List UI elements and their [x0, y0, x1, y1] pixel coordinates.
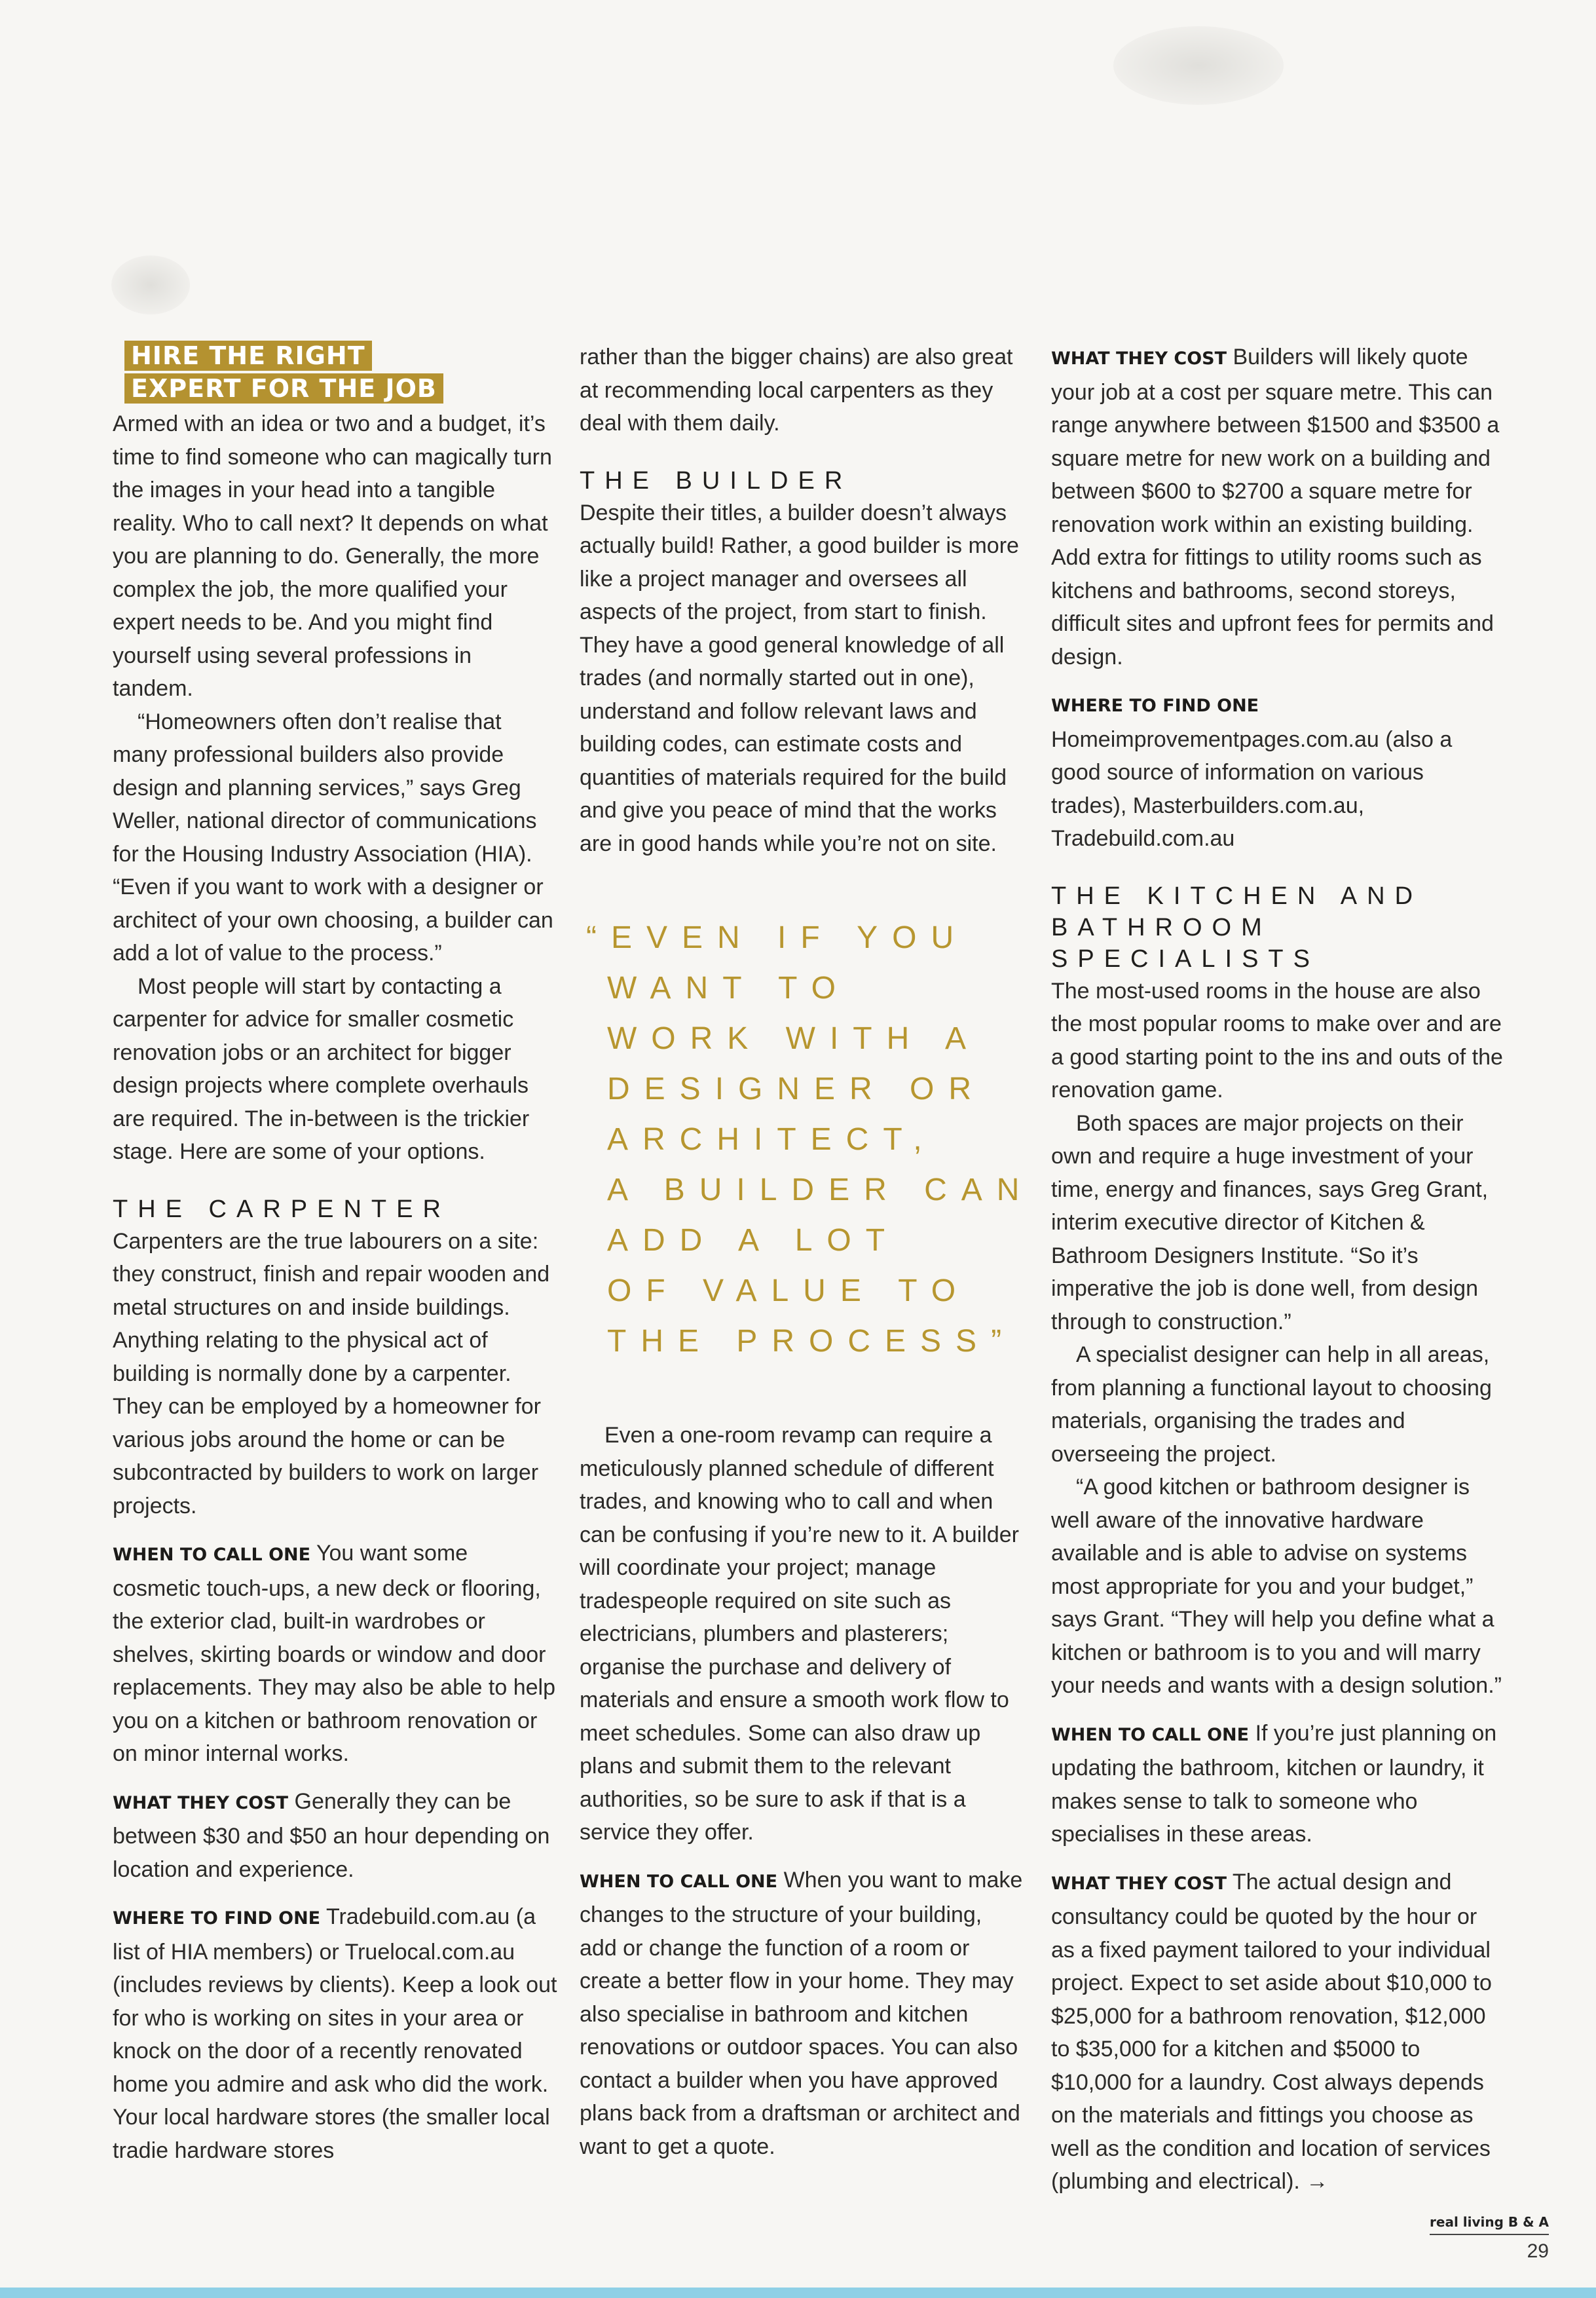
- scan-edge-band: [0, 2288, 1596, 2298]
- pull-quote: [586, 913, 1034, 1366]
- section-title-line: BATHROOM SPECIALISTS: [1051, 913, 1320, 973]
- section-title-builder: THE BUILDER: [580, 466, 853, 495]
- pull-quote-line: ADD A LOT: [607, 1223, 900, 1258]
- carpenter-paragraph: Carpenters are the true labourers on a site: they construct, finish and repair wooden and metal structures on and inside buildings. Anything relating to the physical act of building is normally done by a carpenter. They can be employed by a homeowner for various jobs around the home or can be subcontracted by builders to work on larger projects.: [113, 1228, 550, 1518]
- lead-label: WHERE TO FIND ONE: [1051, 696, 1259, 716]
- paper-smudge: [111, 255, 190, 314]
- body-text: If you’re just planning on updating the bathroom, kitchen or laundry, it makes sense to talk to someone who specialises in these areas.: [1051, 1720, 1497, 1847]
- pull-quote-line: WANT TO: [607, 971, 850, 1006]
- body-text: The actual design and consultancy could be quoted by the hour or as a fixed payment tailored to your individual project. Expect to set aside about $10,000 to $25,000 for a bathroom renovation, $12,000 to $35,000 for a kitchen and $5000 to $10,000 for a laundry. Cost always depends on the materials and fittings you choose as well as the condition and location of services (plumbing and electrical). →: [1051, 1869, 1492, 2194]
- builder-paragraph: Despite their titles, a builder doesn’t always actually build! Rather, a good builder is more like a project manager and oversees all aspects of the project, from start to finish. They have a good general knowledge of all trades (and normally started out in one), understand and follow relevant laws and building codes, can estimate costs and quantities of materials required for the build and give you peace of mind that the works are in good hands while you’re not on site.: [580, 500, 1019, 856]
- pull-quote-line: THE PROCESS”: [607, 1324, 1016, 1359]
- kb-paragraph: The most-used rooms in the house are also the most popular rooms to make over and are a good starting point to the ins and outs of the renovation game.: [1051, 978, 1503, 1102]
- pull-quote-line: ARCHITECT,: [607, 1122, 937, 1157]
- carpenter-where-paragraph: [113, 1900, 558, 2167]
- pull-quote-line: WORK WITH A: [607, 1021, 980, 1056]
- carpenter-when-paragraph: [113, 1537, 558, 1771]
- section-title-kitchen-bathroom: [1051, 880, 1503, 975]
- heading-line: EXPERT FOR THE JOB: [124, 373, 443, 404]
- section-title-carpenter: THE CARPENTER: [113, 1195, 451, 1223]
- section-heading-hire-expert: [124, 341, 558, 406]
- column-right: [1051, 341, 1503, 2198]
- magazine-brand: real living B & A: [1430, 2214, 1549, 2235]
- kb-when-paragraph: [1051, 1717, 1503, 1851]
- kb-paragraph: “A good kitchen or bathroom designer is well aware of the innovative hardware available and is able to advise on systems most appropriate for you and your budget,” says Grant. “They will help you define what a kitchen or bathroom is to you and will marry your needs and wants with a design solution.”: [1051, 1475, 1502, 1698]
- body-text: Generally they can be between $30 and $50 an hour depending on location and experience.: [113, 1788, 550, 1882]
- paper-smudge: [1113, 26, 1284, 105]
- lead-label: WHEN TO CALL ONE: [1051, 1724, 1250, 1745]
- kb-cost-paragraph: [1051, 1866, 1503, 2198]
- lead-label: WHERE TO FIND ONE: [113, 1908, 321, 1929]
- pull-quote-line: A BUILDER CAN: [607, 1173, 1034, 1207]
- kb-paragraph: A specialist designer can help in all areas, from planning a functional layout to choosing materials, organising the trades and overseeing the project.: [1051, 1342, 1492, 1467]
- pull-quote-line: “EVEN IF YOU: [586, 920, 969, 955]
- page-number: 29: [1527, 2240, 1549, 2262]
- options-paragraph: Most people will start by contacting a carpenter for advice for smaller cosmetic renovation jobs or an architect for bigger design projects where complete overhauls are required. The in-between is the trickier stage. Here are some of your options.: [113, 973, 530, 1164]
- heading-line: HIRE THE RIGHT: [124, 341, 372, 371]
- body-text: Tradebuild.com.au (a list of HIA members) or Truelocal.com.au (includes reviews by clients). Keep a look out for who is working on sites in your area or knock on the door of a recently renovated home you admire and ask who did the work. Your local hardware stores (the smaller local tradie hardware stores: [113, 1904, 557, 2163]
- lead-label: WHAT THEY COST: [1051, 1873, 1227, 1894]
- pull-quote-line: DESIGNER OR: [607, 1072, 986, 1106]
- builder-cost-paragraph: [1051, 341, 1503, 673]
- lead-label: WHEN TO CALL ONE: [113, 1545, 311, 1565]
- revamp-paragraph: Even a one-room revamp can require a meticulously planned schedule of different trades, and knowing who to call and when can be confusing if you’re new to it. A builder will coordinate your project; manage tradespeople required on site such as electricians, plumbers and plasterers; organise the purchase and delivery of materials and ensure a smooth work flow to meet schedules. Some can also draw up plans and submit them to the relevant authorities, so be sure to ask if that is a service they offer.: [580, 1423, 1019, 1845]
- column-middle: [580, 341, 1034, 2163]
- builder-where-paragraph: [1051, 688, 1503, 856]
- body-text: Homeimprovementpages.com.au (also a good source of information on various trades), Masterbuilders.com.au, Tradebuild.com.au: [1051, 726, 1453, 851]
- column-left: [113, 341, 558, 2167]
- section-title-line: THE KITCHEN AND: [1051, 882, 1423, 910]
- lead-label: WHAT THEY COST: [1051, 348, 1227, 369]
- continued-paragraph: rather than the bigger chains) are also great at recommending local carpenters as they deal with them daily.: [580, 345, 1013, 436]
- intro-paragraph: Armed with an idea or two and a budget, it’s time to find someone who can magically turn the images in your head into a tangible reality. Who to call next? It depends on what you are planning to do. Generally, the more complex the job, the more qualified your expert needs to be. And you might find yourself using several professions in tandem.: [113, 411, 552, 701]
- quote-paragraph-weller: “Homeowners often don’t realise that many professional builders also provide design and planning services,” says Greg Weller, national director of communications for the Housing Industry Association (HIA). “Even if you want to work with a designer or architect of your own choosing, a builder can add a lot of value to the process.”: [113, 709, 553, 966]
- body-text: Builders will likely quote your job at a cost per square metre. This can range anywhere between $1500 and $3500 a square metre for new work on a building and between $600 to $2700 a square metre for renovation work within an existing building. Add extra for fittings to utility rooms such as kitchens and bathrooms, second storeys, difficult sites and upfront fees for permits and design.: [1051, 345, 1500, 669]
- lead-label: WHAT THEY COST: [113, 1792, 289, 1813]
- body-text: When you want to make changes to the structure of your building, add or change the function of a room or create a better flow in your home. They may also specialise in bathroom and kitchen renovations or outdoor spaces. You can also contact a builder when you have approved plans back from a draftsman or architect and want to get a quote.: [580, 1867, 1023, 2159]
- pull-quote-line: OF VALUE TO: [607, 1273, 971, 1308]
- lead-label: WHEN TO CALL ONE: [580, 1871, 778, 1892]
- kb-paragraph: Both spaces are major projects on their own and require a huge investment of your time, energy and finances, says Greg Grant, interim executive director of Kitchen & Bathroom Designers Institute. “So it’s imperative the job is done well, from design through to construction.”: [1051, 1110, 1489, 1334]
- carpenter-cost-paragraph: [113, 1785, 558, 1887]
- builder-when-paragraph: [580, 1864, 1025, 2164]
- body-text: You want some cosmetic touch-ups, a new deck or flooring, the exterior clad, built-in wardrobes or shelves, skirting boards or window and door replacements. They may also be able to help you on a kitchen or bathroom renovation or on minor internal works.: [113, 1541, 555, 1766]
